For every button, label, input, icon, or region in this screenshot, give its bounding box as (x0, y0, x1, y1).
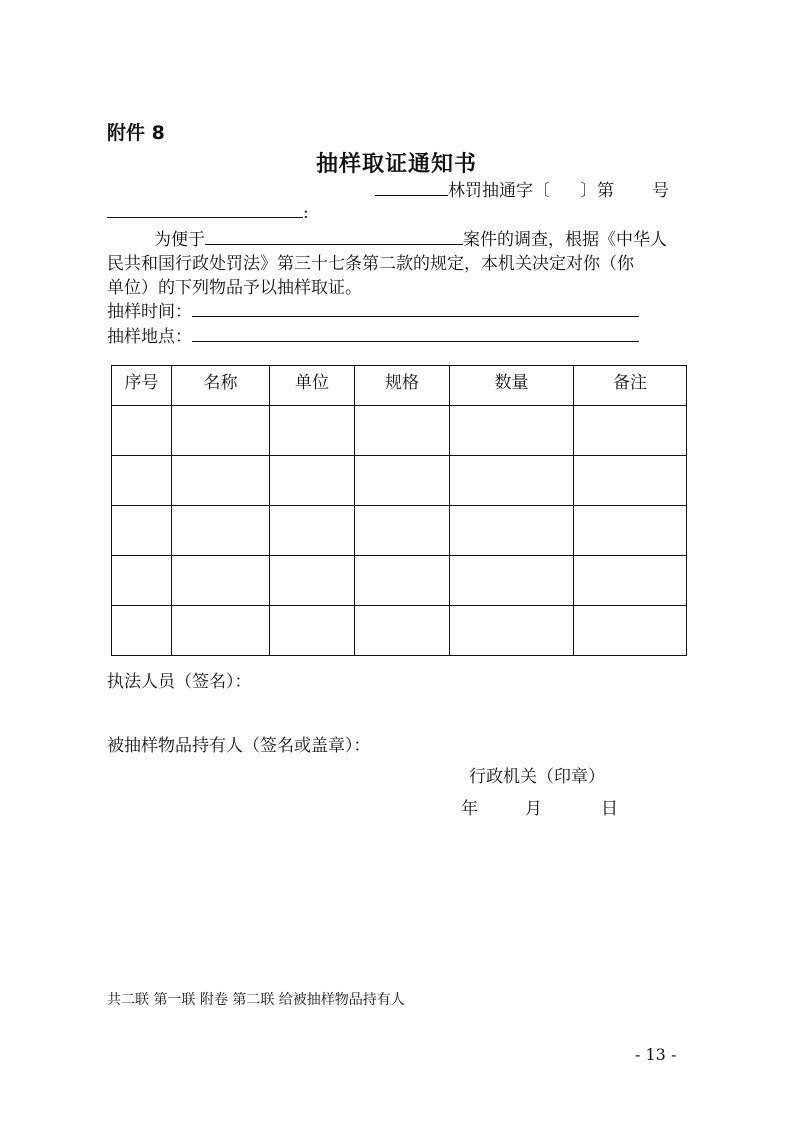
table-cell[interactable] (172, 556, 270, 606)
doc-number-blank[interactable] (375, 178, 448, 196)
table-row (112, 506, 687, 556)
body-line-2: 民共和国行政处罚法》第三十七条第二款的规定，本机关决定对你（你 (107, 254, 634, 274)
recipient-blank[interactable] (107, 200, 303, 218)
table-cell[interactable] (355, 506, 450, 556)
sample-time-blank[interactable] (192, 299, 639, 317)
table-cell[interactable] (172, 506, 270, 556)
table-cell[interactable] (450, 506, 574, 556)
recipient-colon: : (303, 203, 309, 223)
table-cell[interactable] (355, 456, 450, 506)
page-number: - 13 - (635, 1045, 677, 1064)
attachment-label: 附件 8 (107, 122, 165, 144)
officer-signature-label: 执法人员（签名）： (107, 672, 252, 692)
header-remarks: 备注 (574, 366, 687, 406)
body-line1-start: 为便于 (154, 230, 205, 250)
table-row (112, 406, 687, 456)
sample-place-label: 抽样地点： (107, 327, 192, 347)
doc-number-suffix: 〕第 (580, 181, 614, 201)
table-cell[interactable] (270, 606, 355, 656)
sample-place-line (107, 322, 639, 347)
table-cell[interactable] (270, 406, 355, 456)
sample-time-line (107, 297, 639, 322)
footer-copies-note: 共二联 第一联 附卷 第二联 给被抽样物品持有人 (107, 992, 405, 1008)
table-cell[interactable] (355, 406, 450, 456)
table-cell[interactable] (450, 556, 574, 606)
sample-time-label: 抽样时间： (107, 302, 192, 322)
doc-number-prefix: 林罚抽通字〔 (448, 181, 550, 201)
header-index: 序号 (112, 366, 172, 406)
table-row (112, 606, 687, 656)
doc-number-no: 号 (652, 181, 669, 201)
header-name: 名称 (172, 366, 270, 406)
table-header-row (112, 366, 687, 406)
holder-signature-label: 被抽样物品持有人（签名或盖章）： (107, 736, 371, 756)
table-cell[interactable] (112, 456, 172, 506)
case-name-blank[interactable] (205, 227, 463, 245)
table-cell[interactable] (574, 606, 687, 656)
table-cell[interactable] (355, 556, 450, 606)
table-cell[interactable] (172, 606, 270, 656)
date-day: 日 (601, 799, 618, 819)
table-cell[interactable] (574, 506, 687, 556)
table-cell[interactable] (270, 556, 355, 606)
table-cell[interactable] (112, 406, 172, 456)
agency-seal-label: 行政机关（印章） (469, 767, 605, 787)
samples-table (111, 365, 687, 656)
sample-place-blank[interactable] (192, 324, 639, 342)
table-cell[interactable] (574, 556, 687, 606)
recipient-line (107, 200, 309, 223)
table-cell[interactable] (112, 506, 172, 556)
body-line-3: 单位）的下列物品予以抽样取证。 (107, 278, 362, 298)
doc-number-line (375, 176, 669, 201)
table-row (112, 556, 687, 606)
table-cell[interactable] (355, 606, 450, 656)
table-cell[interactable] (574, 456, 687, 506)
body-line1-end: 案件的调查，根据《中华人 (463, 230, 667, 250)
table-cell[interactable] (450, 406, 574, 456)
header-quantity: 数量 (450, 366, 574, 406)
header-unit: 单位 (270, 366, 355, 406)
table-cell[interactable] (270, 456, 355, 506)
body-line-1 (154, 225, 667, 250)
date-year: 年 (461, 799, 478, 819)
header-spec: 规格 (355, 366, 450, 406)
document-title: 抽样取证通知书 (315, 152, 477, 177)
table-cell[interactable] (172, 406, 270, 456)
table-cell[interactable] (270, 506, 355, 556)
date-month: 月 (525, 799, 542, 819)
table-row (112, 456, 687, 506)
table-cell[interactable] (172, 456, 270, 506)
table-cell[interactable] (112, 556, 172, 606)
table-cell[interactable] (574, 406, 687, 456)
table-cell[interactable] (112, 606, 172, 656)
table-cell[interactable] (450, 606, 574, 656)
table-cell[interactable] (450, 456, 574, 506)
